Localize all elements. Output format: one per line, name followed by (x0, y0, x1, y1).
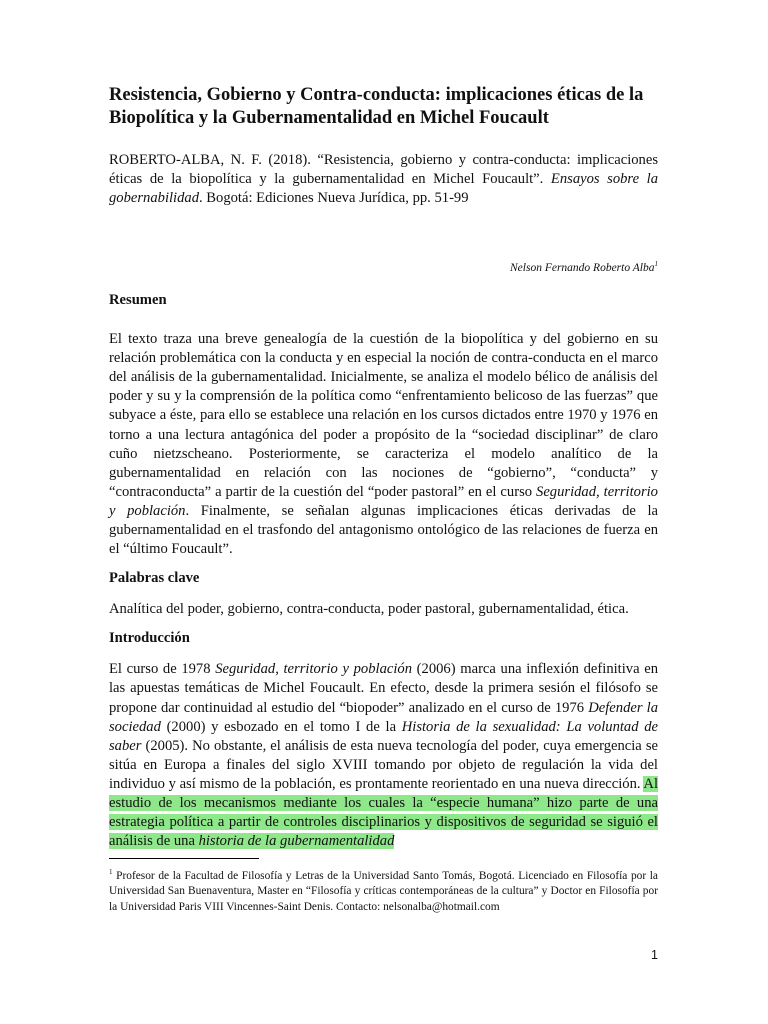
abstract-heading: Resumen (109, 292, 167, 309)
author-line (109, 260, 658, 274)
footnote-mark: 1 (109, 868, 113, 877)
abstract-text (109, 330, 658, 559)
footnote-text: Profesor de la Facultad de Filosofía y Letras de la Universidad Santo Tomás, Bogotá. Licenciado en Filosofía por la Universidad San Buenaventura, Master en “Filosofía y críticas contemporáneas de la cultura” y Doctor en Filosofía por la Universidad Paris VIII Vincennes-Saint Denis. Contacto: nelsonalba@hotmail.com (109, 870, 658, 913)
author-name: Nelson Fernando Roberto Alba (510, 262, 655, 275)
highlighted-text[interactable]: Al estudio de los mecanismos mediante los cuales la “especie humana” hizo parte de una estrategia política a partir de controles disciplinarios y dispositivos de seguridad se siguió el análisis de una (109, 775, 658, 850)
citation-text: ROBERTO-ALBA, N. F. (2018). “Resistencia, gobierno y contra-conducta: implicaciones éticas de la biopolítica y la gubernamentalidad en Michel Foucault”. (109, 152, 658, 188)
footnote-divider (109, 858, 259, 859)
keywords-heading: Palabras clave (109, 570, 200, 587)
intro-italic-1: Seguridad, territorio y población (215, 661, 413, 678)
intro-text-1: El curso de 1978 (109, 661, 216, 678)
intro-italic-3: Historia de la sexualidad: La voluntad de saber (109, 718, 658, 754)
highlighted-italic-text[interactable]: historia de la gubernamentalidad (198, 833, 395, 850)
paper-title: Resistencia, Gobierno y Contra-conducta: implicaciones éticas de la Biopolítica y la Gubernamentalidad en Michel Foucault (109, 85, 644, 128)
intro-italic-2: Defender la sociedad (109, 699, 659, 735)
abstract-part-1: El texto traza una breve genealogía de la cuestión de la biopolítica y del gobierno en su relación problemática con la conducta y en especial la noción de contra-conducta en el marco del análisis de la gubernamentalidad. Inicialmente, se analiza el modelo bélico de análisis del poder y su y la comprensión de la política como “enfrentamiento belicoso de las fuerzas” que subyace a éste, para ello se establece una relación en los cursos dictados entre 1970 y 1976 en torno a una lectura antagónica del poder a propósito de la “sociedad disciplinar” de claro cuño nietzscheano. Posteriormente, se caracteriza el modelo analítico de la gubernamentalidad en relación con las nociones de “gobierno”, “conducta” y “contraconducta” a partir de la cuestión del “poder pastoral” en el curso (109, 331, 658, 500)
page-body (109, 84, 658, 915)
intro-text-4: (2005). No obstante, el análisis de esta nueva tecnología del poder, cuya emergencia se sitúa en Europa a finales del siglo XVIII tomando por objeto de regulación la vida del individuo y así mismo de la población, es prontamente reorientado en una nueva dirección. (109, 737, 658, 792)
footnote (109, 865, 658, 915)
intro-text-2: (2006) marca una inflexión definitiva en las apuestas temáticas de Michel Foucault. En efecto, desde la primera sesión el filósofo se propone dar continuidad al estudio del “biopoder” analizado en el curso de 1976 (109, 661, 659, 716)
abstract-course: Seguridad, territorio y población (109, 483, 658, 519)
citation (109, 151, 658, 208)
page-number: 1 (651, 948, 658, 962)
intro-text-3: (2000) y esbozado en el tomo I de la (160, 718, 402, 735)
author-footnote-mark[interactable]: 1 (654, 260, 658, 269)
citation-journal: Ensayos sobre la gobernabilidad (109, 171, 659, 207)
abstract-part-2: . Finalmente, se señalan algunas implicaciones éticas derivadas de la gubernamentalidad en el trasfondo del antagonismo ontológico de las relaciones de fuerza en el “último Foucault”. (109, 502, 658, 558)
introduction-heading: Introducción (109, 630, 190, 647)
introduction-paragraph (109, 660, 658, 851)
keywords-text: Analítica del poder, gobierno, contra-conducta, poder pastoral, gubernamentalidad, ética. (109, 601, 629, 618)
citation-publisher: . Bogotá: Ediciones Nueva Jurídica, pp. 51-99 (199, 190, 469, 207)
